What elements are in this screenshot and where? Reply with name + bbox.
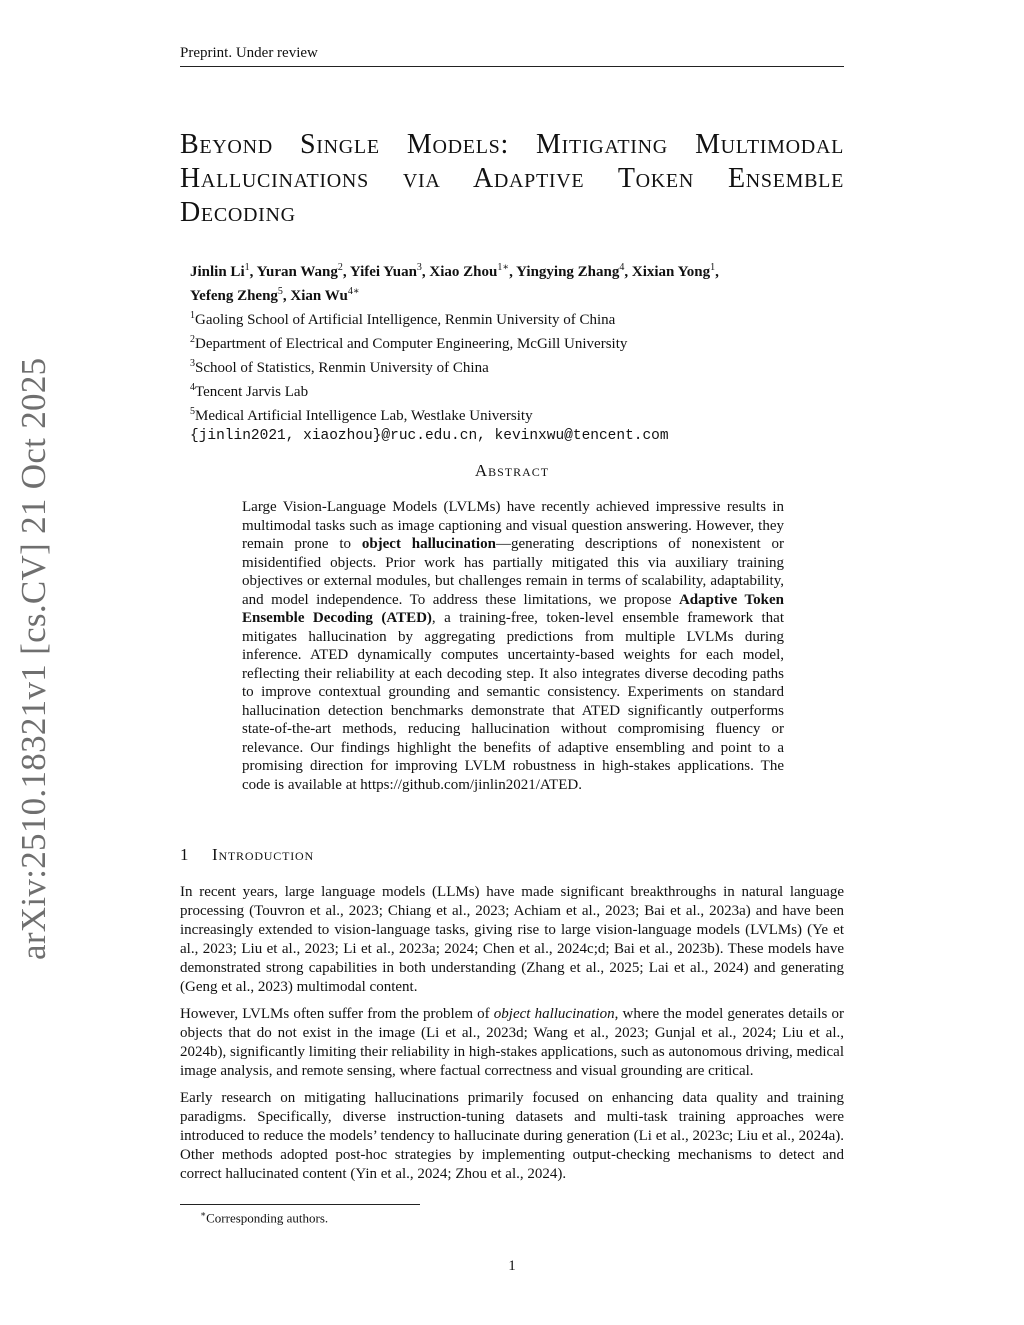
author-name: Xiao Zhou <box>429 264 498 280</box>
abstract-part: Large Vision-Language Models (LVLMs) have recently achieved impressive results in multimodal tasks such as image captioning and visual question answering. However, they remain prone to <box>242 499 784 552</box>
affiliation-mark: 2 <box>190 334 195 345</box>
footnote-text: Corresponding authors. <box>206 1210 329 1226</box>
author-block <box>190 258 850 446</box>
affiliation <box>190 330 850 354</box>
abstract-bold-term: Adaptive Token Ensemble Decoding (ATED) <box>242 591 784 626</box>
abstract-heading: Abstract <box>474 461 550 480</box>
arxiv-side-identifier: arXiv:2510.18321v1 [cs.CV] 21 Oct 2025 <box>14 357 53 960</box>
running-head: Preprint. Under review <box>180 44 844 67</box>
affiliation-mark: 5 <box>190 406 195 417</box>
affiliation <box>190 402 850 426</box>
author-name: Xixian Yong <box>631 264 711 280</box>
author-emails: {jinlin2021, xiaozhou}@ruc.edu.cn, kevinxwu@tencent.com <box>190 428 669 444</box>
paper-title: Beyond Single Models: Mitigating Multimodal Hallucinations via Adaptive Token Ensemble Decoding <box>180 129 844 228</box>
abstract-bold-term: object hallucination <box>361 536 496 552</box>
emphasis-term: object hallucination <box>493 1006 615 1022</box>
page-number: 1 <box>508 1258 516 1274</box>
affiliation <box>190 306 850 330</box>
section-heading <box>180 845 844 865</box>
abstract-part: —generating descriptions of nonexistent or misidentified objects. Prior work has partially mitigated this via auxiliary training objectives or external modules, but challenges remain in terms of scalability, adaptability, and model independence. To address these limitations, we propose <box>242 536 784 608</box>
abstract-text <box>242 498 784 794</box>
author-name: Yuran Wang <box>256 264 338 280</box>
affiliation-mark: 4 <box>190 382 195 393</box>
body-paragraph: In recent years, large language models (LLMs) have made significant breakthroughs in natural language processing (Touvron et al., 2023; Chiang et al., 2023; Achiam et al., 2023; Bai et al., 2023a) and have been increasingly extended to vision-language tasks, giving rise to large vision-language models (LVLMs) (Ye et al., 2023; Liu et al., 2023; Li et al., 2023a; 2024; Chen et al., 2024c;d; Bai et al., 2023b). These models have demonstrated strong capabilities in both understanding (Zhang et al., 2025; Lai et al., 2024) and generating (Geng et al., 2023) multimodal content. <box>180 884 844 995</box>
body-paragraph: Early research on mitigating hallucinations primarily focused on enhancing data quality and training paradigms. Specifically, diverse instruction-tuning datasets and multi-task training approaches were introduced to reduce the models’ tendency to hallucinate during generation (Li et al., 2023c; Liu et al., 2024a). Other methods adopted post-hoc strategies by implementing output-checking mechanisms to detect and correct hallucinated content (Yin et al., 2024; Zhou et al., 2024). <box>180 1090 844 1182</box>
author-mark: 1∗ <box>497 262 510 273</box>
author-mark: 4∗ <box>347 286 360 297</box>
section-title: Introduction <box>212 845 314 864</box>
author-mark: 1 <box>710 262 716 273</box>
author-name: Yefeng Zheng <box>190 288 278 304</box>
affiliation-text: Tencent Jarvis Lab <box>195 384 309 400</box>
author-mark: 5 <box>277 286 283 297</box>
introduction-body <box>180 883 844 1192</box>
affiliation-mark: 1 <box>190 310 195 321</box>
author-name: Jinlin Li <box>190 264 245 280</box>
paragraph-part: However, LVLMs often suffer from the problem of <box>180 1006 494 1022</box>
author-mark: 2 <box>337 262 343 273</box>
footnote-mark: ∗ <box>200 1209 207 1219</box>
author-mark: 4 <box>619 262 625 273</box>
author-mark: 1 <box>244 262 250 273</box>
author-name: Yingying Zhang <box>516 264 620 280</box>
affiliation-mark: 3 <box>190 358 195 369</box>
affiliation-text: Gaoling School of Artificial Intelligence, Renmin University of China <box>195 312 616 328</box>
author-mark: 3 <box>416 262 422 273</box>
affiliation <box>190 354 850 378</box>
affiliation-text: School of Statistics, Renmin University of China <box>195 360 489 376</box>
footnote <box>200 1209 328 1226</box>
paragraph-part: , where the model generates details or objects that do not exist in the image (Li et al., 2023d; Wang et al., 2023; Gunjal et al., 2024; Liu et al., 2024b), significantly limiting their reliability in high-stakes applications, such as autonomous driving, medical image analysis, and remote sensing, where factual correctness and visual grounding are critical. <box>180 1006 844 1079</box>
author-name: Yifei Yuan <box>349 264 417 280</box>
footnote-rule <box>180 1204 420 1205</box>
section-number: 1 <box>180 845 190 864</box>
affiliation-text: Medical Artificial Intelligence Lab, Westlake University <box>195 408 533 424</box>
abstract-part: , a training-free, token-level ensemble framework that mitigates hallucination by aggregating predictions from multiple LVLMs during inference. ATED dynamically computes uncertainty-based weights for each model, reflecting their reliability at each decoding step. It also integrates diverse decoding paths to improve contextual grounding and semantic consistency. Experiments on standard hallucination detection benchmarks demonstrate that ATED significantly outperforms state-of-the-art methods, reducing hallucination without compromising fluency or relevance. Our findings highlight the benefits of adaptive ensembling and point to a promising direction for improving LVLM robustness in high-stakes applications. The code is available at https://github.com/jinlin2021/ATED. <box>242 610 784 793</box>
author-list: Jinlin Li$^1$, Yuran Wang$^2$, Yifei Yuan$^3$, Xiao Zhou$^{1∗}$, Yingying Zhang$^4$, Xixian Yong$^1$, Yefeng Zheng$^5$, Xian $Wu^{4∗}$ <box>190 262 719 304</box>
affiliation <box>190 378 850 402</box>
body-paragraph <box>180 1005 844 1081</box>
author-name: Xian Wu <box>290 288 348 304</box>
affiliation-text: Department of Electrical and Computer Engineering, McGill University <box>195 336 628 352</box>
